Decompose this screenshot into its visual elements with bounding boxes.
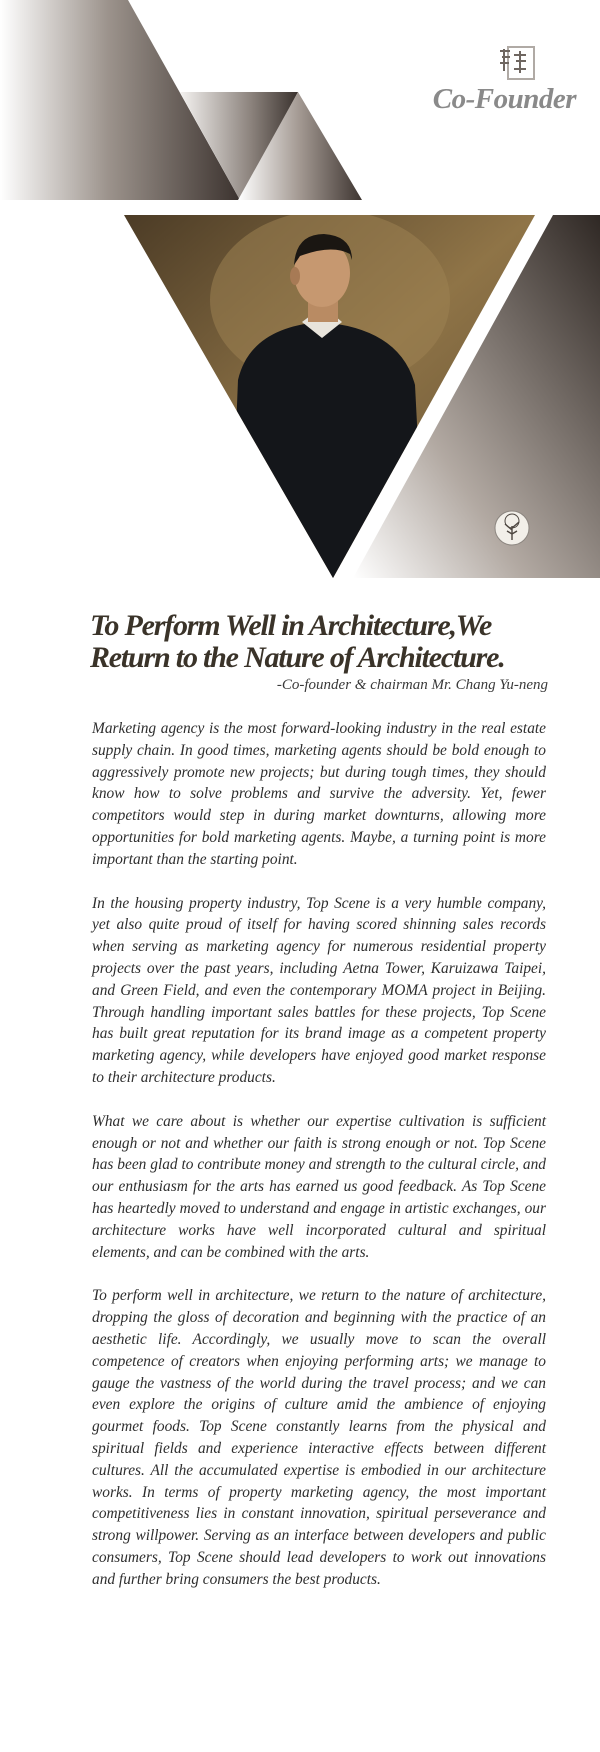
article-body (92, 718, 546, 1612)
article-headline (90, 610, 550, 674)
paragraph: To perform well in architecture, we return to the nature of architecture, dropping the gloss of decoration and beginning with the practice of an aesthetic life. Accordingly, we usually move to scan the overall competence of creators when enjoying performing arts; we manage to gauge the vastness of the world during the travel process; and we can even explore the origins of culture amid the ambience of enjoying gourmet foods. Top Scene constantly learns from the physical and spiritual fields and experience interactive effects between different cultures. All the accumulated expertise is embodied in our architecture works. In terms of property marketing agency, the most important competitiveness lies in constant innovation, spiritual perseverance and strong willpower. Serving as an interface between developers and public consumers, Top Scene should lead developers to work out innovations and further bring consumers the best products. (92, 1287, 546, 1588)
hero-portrait-graphic (0, 210, 600, 580)
paragraph: Marketing agency is the most forward-looking industry in the real estate supply chain. In good times, marketing agents should be bold enough to aggressively promote new projects; but during tough times, they should know how to solve problems and survive the adversity. Yet, fewer competitors would step in during market downturns, allowing more opportunities for bold marketing agents. Maybe, a turning point is more important than the starting point. (92, 720, 546, 868)
paragraph: What we care about is whether our expertise cultivation is sufficient enough or not and whether our faith is strong enough or not. Top Scene has been glad to contribute money and strength to the cultural circle, and our enthusiasm for the arts has earned us good feedback. As Top Scene has heartedly moved to understand and engage in artistic exchanges, our architecture works have well incorporated cultural and spiritual elements, and can be combined with the arts. (92, 1112, 546, 1261)
brand-title: Co-Founder (432, 83, 576, 115)
headline-line-2: Return to the Nature of Architecture. (90, 641, 505, 674)
paragraph: In the housing property industry, Top Scene is a very humble company, yet also quite proud of itself for having scored shinning sales records when serving as marketing agency for numerous residential property projects over the past years, including Aetna Tower, Karuizawa Taipei, and Green Field, and even the contemporary MOMA project in Beijing. Through handling important sales battles for these projects, Top Scene has built great reputation for its brand image as a competent property marketing agency, while developers have enjoyed good market response to their architecture products. (92, 894, 546, 1086)
chinese-seal-icon (494, 45, 536, 81)
headline-line-1: To Perform Well in Architecture,We (90, 609, 492, 642)
attribution: -Co-founder & chairman Mr. Chang Yu-neng (276, 677, 548, 693)
tree-emblem-icon (495, 511, 529, 545)
